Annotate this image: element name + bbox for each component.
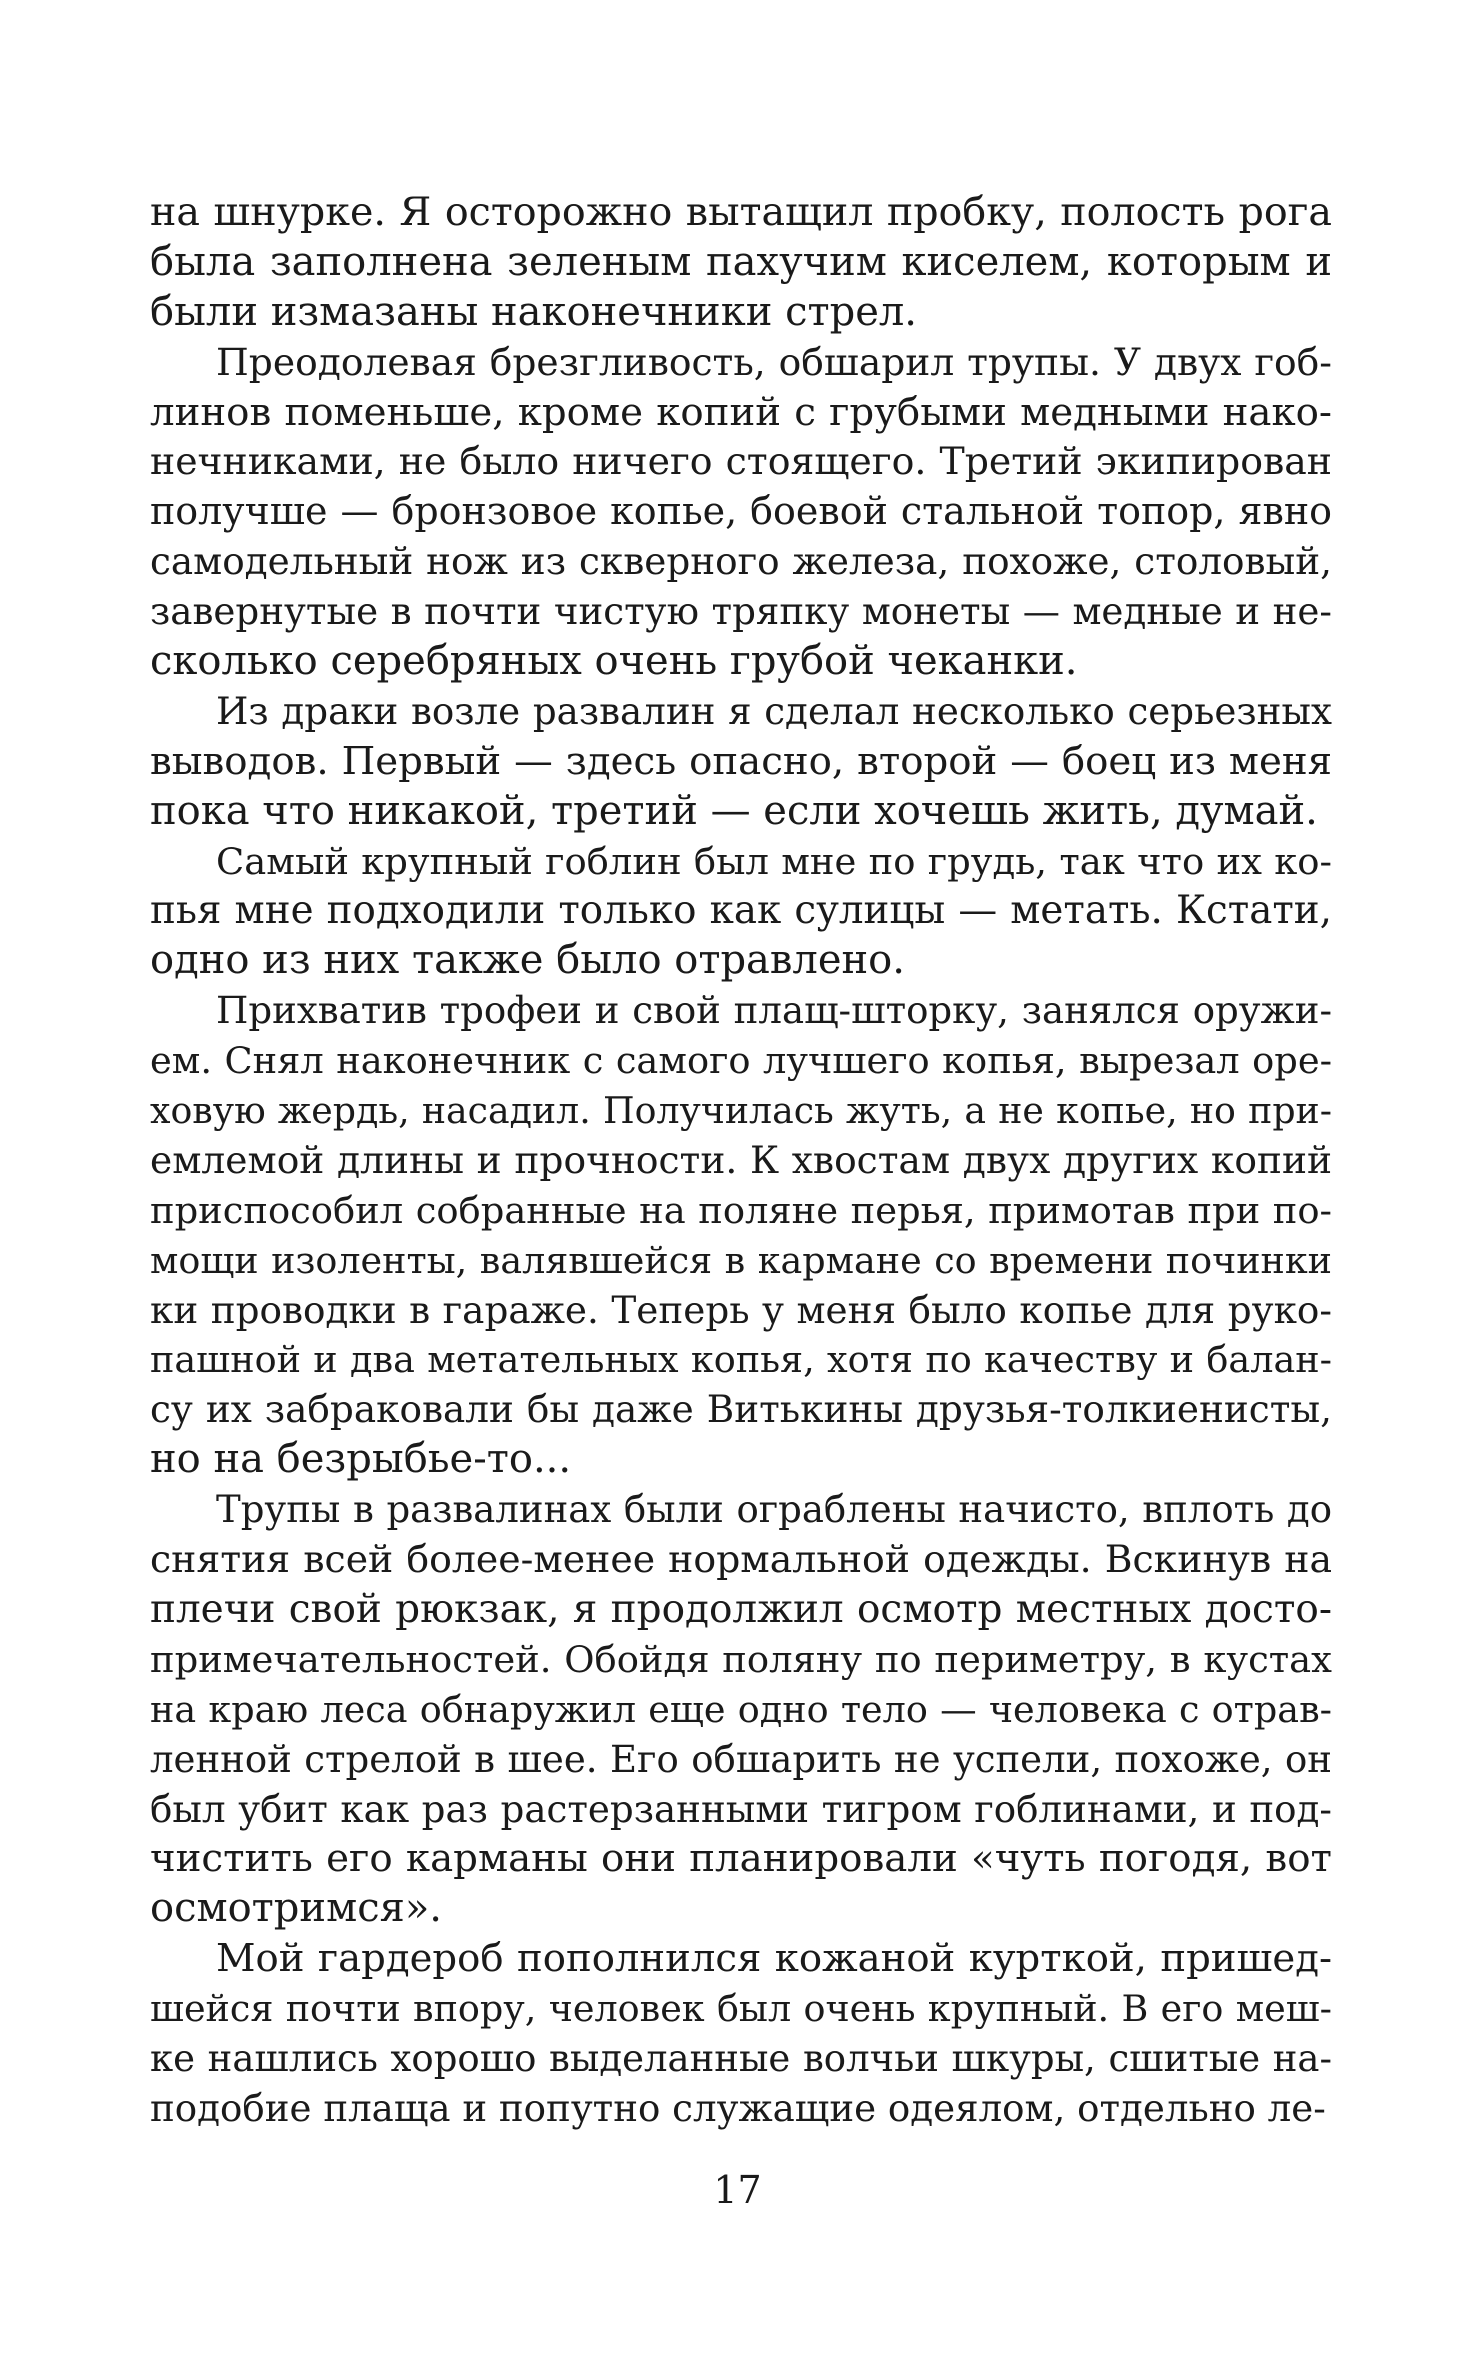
text-line: одно из них также было отравлено. xyxy=(150,937,905,984)
text-line: мощи изоленты, валявшейся в кармане со времени починки xyxy=(150,1238,1332,1282)
text-line: пья мне подходили только как сулицы — метать. Кстати, xyxy=(150,888,1332,934)
text-line: чистить его карманы они планировали «чуть погодя, вот xyxy=(150,1836,1332,1882)
text-line: на краю леса обнаружил еще одно тело — человека с отрав- xyxy=(150,1687,1332,1731)
text-line: Мой гардероб пополнился кожаной курткой, пришед- xyxy=(216,1936,1332,1982)
text-line: нечниками, не было ничего стоящего. Третий экипирован xyxy=(150,439,1332,484)
text-line: были измазаны наконечники стрел. xyxy=(150,288,918,335)
text-line: подобие плаща и попутно служащие одеялом, отдельно ле- xyxy=(150,2086,1326,2130)
text-line: была заполнена зеленым пахучим киселем, которым и xyxy=(150,238,1332,285)
text-line: на шнурке. Я осторожно вытащил пробку, полость рога xyxy=(150,189,1332,235)
text-line: был убит как раз растерзанными тигром гоблинами, и под- xyxy=(150,1786,1332,1831)
text-line: ховую жердь, насадил. Получилась жуть, а не копье, но при- xyxy=(150,1089,1332,1133)
body-text xyxy=(150,188,1332,2134)
text-line: самодельный нож из скверного железа, похоже, столовый, xyxy=(150,539,1332,584)
text-line: ем. Снял наконечник с самого лучшего копья, вырезал оре- xyxy=(150,1039,1332,1083)
text-line: получше — бронзовое копье, боевой стальной топор, явно xyxy=(150,489,1332,534)
text-line: емлемой длины и прочности. К хвостам двух других копий xyxy=(150,1137,1332,1182)
text-line: су их забраковали бы даже Витькины друзья-толкиенисты, xyxy=(150,1387,1332,1432)
text-line: пашной и два метательных копья, хотя по качеству и балан- xyxy=(150,1338,1332,1382)
text-line: снятия всей более-менее нормальной одежды. Вскинув на xyxy=(150,1537,1332,1582)
text-line: приспособил собранные на поляне перья, примотав при по- xyxy=(150,1188,1332,1232)
text-line: Из драки возле развалин я сделал несколько серьезных xyxy=(216,688,1332,733)
text-line: Прихватив трофеи и свой плащ-шторку, занялся оружи- xyxy=(216,989,1332,1033)
text-line: шейся почти впору, человек был очень крупный. В его меш- xyxy=(150,1987,1332,2031)
text-line: Преодолевая брезгливость, обшарил трупы. У двух гоб- xyxy=(216,339,1332,384)
text-line: Самый крупный гоблин был мне по грудь, так что их ко- xyxy=(216,839,1332,883)
text-line: пока что никакой, третий — если хочешь жить, думай. xyxy=(150,787,1318,834)
text-line: линов поменьше, кроме копий с грубыми медными нако- xyxy=(150,389,1332,435)
text-line: примечательностей. Обойдя поляну по периметру, в кустах xyxy=(150,1637,1332,1681)
text-line: плечи свой рюкзак, я продолжил осмотр местных досто- xyxy=(150,1586,1332,1632)
text-line: завернутые в почти чистую тряпку монеты — медные и не- xyxy=(150,589,1332,634)
text-line: ке нашлись хорошо выделанные волчьи шкуры, сшитые на- xyxy=(150,2036,1332,2080)
text-line: выводов. Первый — здесь опасно, второй — боец из меня xyxy=(150,738,1332,784)
text-line: осмотримся». xyxy=(150,1885,443,1932)
text-line: ленной стрелой в шее. Его обшарить не успели, похоже, он xyxy=(150,1737,1332,1781)
text-line: Трупы в развалинах были ограблены начисто, вплоть до xyxy=(216,1488,1332,1532)
page-number: 17 xyxy=(713,2168,762,2212)
text-line: но на безрыбье-то... xyxy=(150,1436,572,1483)
text-line: ки проводки в гараже. Теперь у меня было копье для руко- xyxy=(150,1287,1332,1332)
text-line: сколько серебряных очень грубой чеканки. xyxy=(150,638,1078,685)
